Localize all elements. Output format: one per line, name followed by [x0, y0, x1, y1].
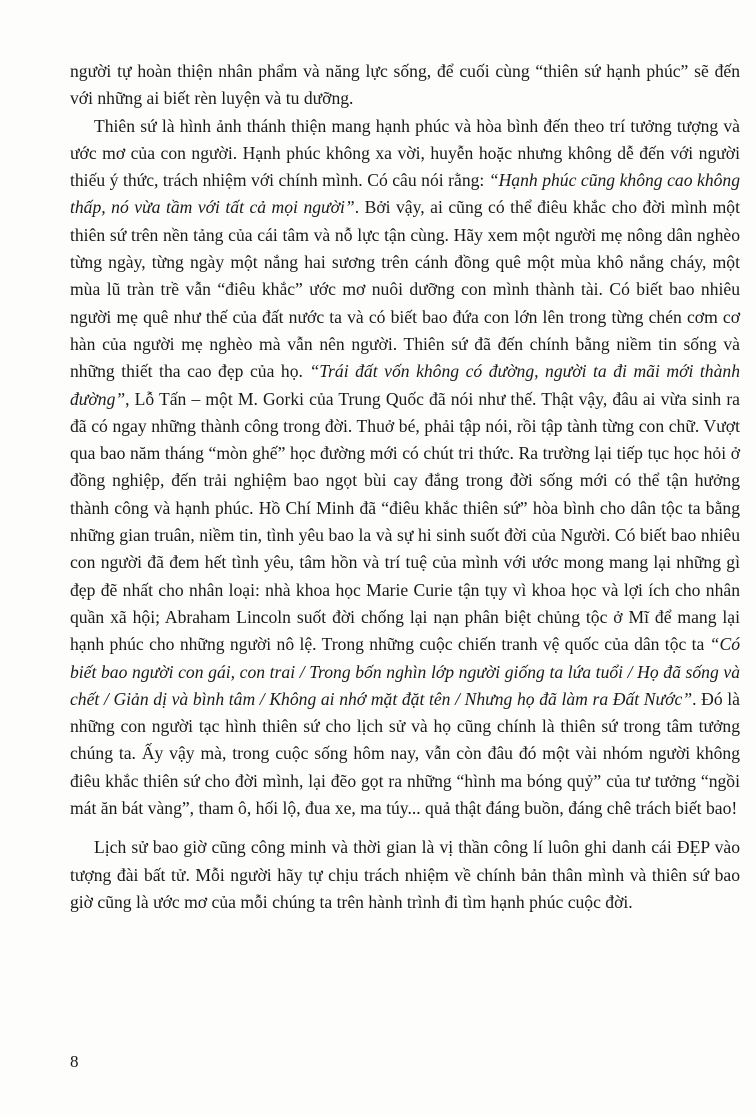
paragraph-2: [70, 113, 740, 823]
paragraph-2-text-a: Thiên sứ là hình ảnh thánh thiện mang hạnh phúc và hòa bình đến theo trí tưởng tượng và ước mơ của con người. Hạnh phúc không xa vời, huyễn hoặc nhưng không dễ đến với người thiếu ý thức, trách nhiệm với chính mình. Có câu nói rằng:: [70, 115, 740, 191]
paragraph-2-text-c: , Lỗ Tấn – một M. Gorki của Trung Quốc đã nói như thế. Thật vậy, đâu ai vừa sinh ra đã có ngay những thành công trong đời. Thuở bé, phải tập nói, rồi tập tành từng con chữ. Vượt qua bao năm tháng “mòn ghế” học đường mới có chút tri thức. Ra trường lại tiếp tục học hỏi ở đồng nghiệp, đến trải nghiệm bao ngọt bùi cay đắng trong đời sống mới có thể tận hưởng thành công và hạnh phúc. Hồ Chí Minh đã “điêu khắc thiên sứ” hòa bình cho dân tộc ta bằng những gian truân, niềm tin, tình yêu bao la và sự hi sinh suốt đời của Người. Có biết bao nhiêu con người đã đem hết tình yêu, tâm hồn và trí tuệ của mình với ước mong mang lại những gì đẹp đẽ nhất cho nhân loại: nhà khoa học Marie Curie tận tụy vì khoa học và lợi ích cho nhân quần xã hội; Abraham Lincoln suốt đời chống lại nạn phân biệt chủng tộc ở Mĩ để mang lại hạnh phúc cho những người nô lệ. Trong những cuộc chiến tranh vệ quốc của dân tộc ta: [70, 388, 740, 655]
paragraph-2-text-d: . Đó là những con người tạc hình thiên sứ cho lịch sử và họ cũng chính là thiên sứ trong tâm tưởng chúng ta. Ấy vậy mà, trong cuộc sống hôm nay, vẫn còn đâu đó một vài nhóm người không điêu khắc thiên sứ cho đời mình, lại đẽo gọt ra những “hình ma bóng quỷ” của tư tưởng “ngồi mát ăn bát vàng”, tham ô, hối lộ, đua xe, ma túy... quả thật đáng buồn, đáng chê trách biết bao!: [70, 688, 740, 819]
quote-happiness: “Hạnh phúc cũng không cao không thấp, nó vừa tầm với tất cả mọi người”: [70, 170, 741, 218]
paragraph-3-text: Lịch sử bao giờ cũng công minh và thời gian là vị thần công lí luôn ghi danh cái ĐẸP vào tượng đài bất tử. Mỗi người hãy tự chịu trách nhiệm về chính bản thân mình và thiên sứ bao giờ cũng là ước mơ của mỗi chúng ta trên hành trình đi tìm hạnh phúc cuộc đời.: [70, 837, 740, 912]
page-number: 8: [70, 1052, 79, 1071]
paragraph-3: [70, 834, 740, 916]
quote-lu-xun: “Trái đất vốn không có đường, người ta đi mãi mới thành đường”: [70, 361, 740, 409]
paragraph-1-text: người tự hoàn thiện nhân phẩm và năng lực sống, để cuối cùng “thiên sứ hạnh phúc” sẽ đến với những ai biết rèn luyện và tu dưỡng.: [70, 61, 740, 109]
quote-poem: “Có biết bao người con gái, con trai / Trong bốn nghìn lớp người giống ta lứa tuổi / Họ đã sống và chết / Giản dị và bình tâm / Không ai nhớ mặt đặt tên / Nhưng họ đã làm ra Đất Nước”: [70, 634, 740, 709]
paragraph-2-text-b: . Bởi vậy, ai cũng có thể điêu khắc cho đời mình một thiên sứ trên nền tảng của cái tâm và nỗ lực tận cùng. Hãy xem một người mẹ nông dân nghèo từng ngày, từng ngày một nắng hai sương trên cánh đồng quê một mùa khô nắng cháy, một mùa lũ tràn trề vẫn “điêu khắc” ước mơ nuôi dưỡng con mình thành tài. Có biết bao nhiêu người mẹ quê như thế của đất nước ta và có biết bao đứa con lớn lên trong từng chén cơm cơ hàn của người mẹ nghèo mà vẫn nên người. Thiên sứ đã đến chính bằng niềm tin sống và những thiết tha cao đẹp của họ.: [70, 197, 740, 382]
body-text: [70, 58, 740, 916]
paragraph-1: [70, 58, 740, 113]
